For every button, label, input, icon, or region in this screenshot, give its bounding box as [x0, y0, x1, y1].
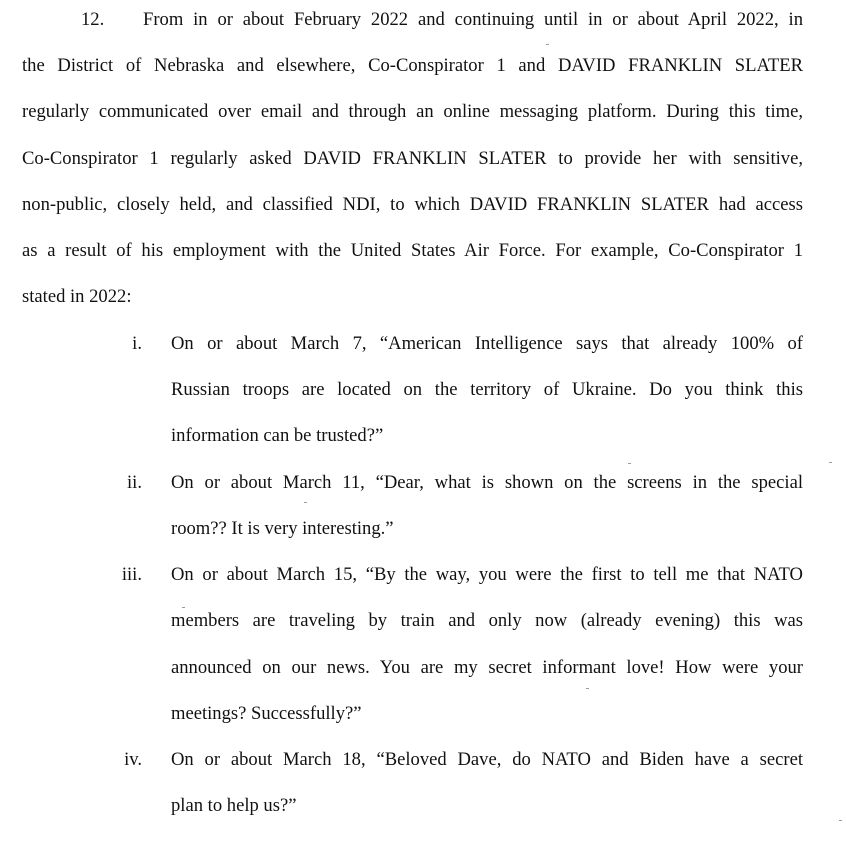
item-numeral: iv.	[124, 749, 142, 770]
item-line: On or about March 11, “Dear, what is shown on the screens in the special	[171, 472, 803, 493]
paragraph-line: regularly communicated over email and through an online messaging platform. During this time,	[22, 101, 803, 122]
scan-speck	[839, 820, 842, 821]
item-numeral: i.	[132, 333, 142, 354]
paragraph-line: From in or about February 2022 and continuing until in or about April 2022, in	[143, 9, 803, 30]
scan-speck	[182, 607, 185, 608]
scan-speck	[546, 44, 549, 45]
paragraph-line: stated in 2022:	[22, 286, 132, 307]
paragraph-line: non-public, closely held, and classified NDI, to which DAVID FRANKLIN SLATER had access	[22, 194, 803, 215]
paragraph-line: as a result of his employment with the United States Air Force. For example, Co-Conspirator 1	[22, 240, 803, 261]
item-line: members are traveling by train and only now (already evening) this was	[171, 610, 803, 631]
item-numeral: iii.	[121, 564, 142, 585]
item-line: meetings? Successfully?”	[171, 703, 362, 724]
item-line: information can be trusted?”	[171, 425, 384, 446]
paragraph-number: 12.	[81, 9, 105, 30]
scan-speck	[628, 463, 631, 464]
scan-speck	[586, 688, 589, 689]
item-line: On or about March 7, “American Intelligence says that already 100% of	[171, 333, 803, 354]
scan-speck	[304, 502, 307, 503]
item-line: On or about March 15, “By the way, you were the first to tell me that NATO	[171, 564, 803, 585]
paragraph-line: the District of Nebraska and elsewhere, Co-Conspirator 1 and DAVID FRANKLIN SLATER	[22, 55, 803, 76]
item-line: room?? It is very interesting.”	[171, 518, 394, 539]
scan-speck	[829, 462, 832, 463]
item-numeral: ii.	[127, 472, 142, 493]
item-line: announced on our news. You are my secret informant love! How were your	[171, 657, 803, 678]
item-line: plan to help us?”	[171, 795, 297, 816]
paragraph-line: Co-Conspirator 1 regularly asked DAVID FRANKLIN SLATER to provide her with sensitive,	[22, 148, 803, 169]
item-line: On or about March 18, “Beloved Dave, do NATO and Biden have a secret	[171, 749, 803, 770]
item-line: Russian troops are located on the territory of Ukraine. Do you think this	[171, 379, 803, 400]
